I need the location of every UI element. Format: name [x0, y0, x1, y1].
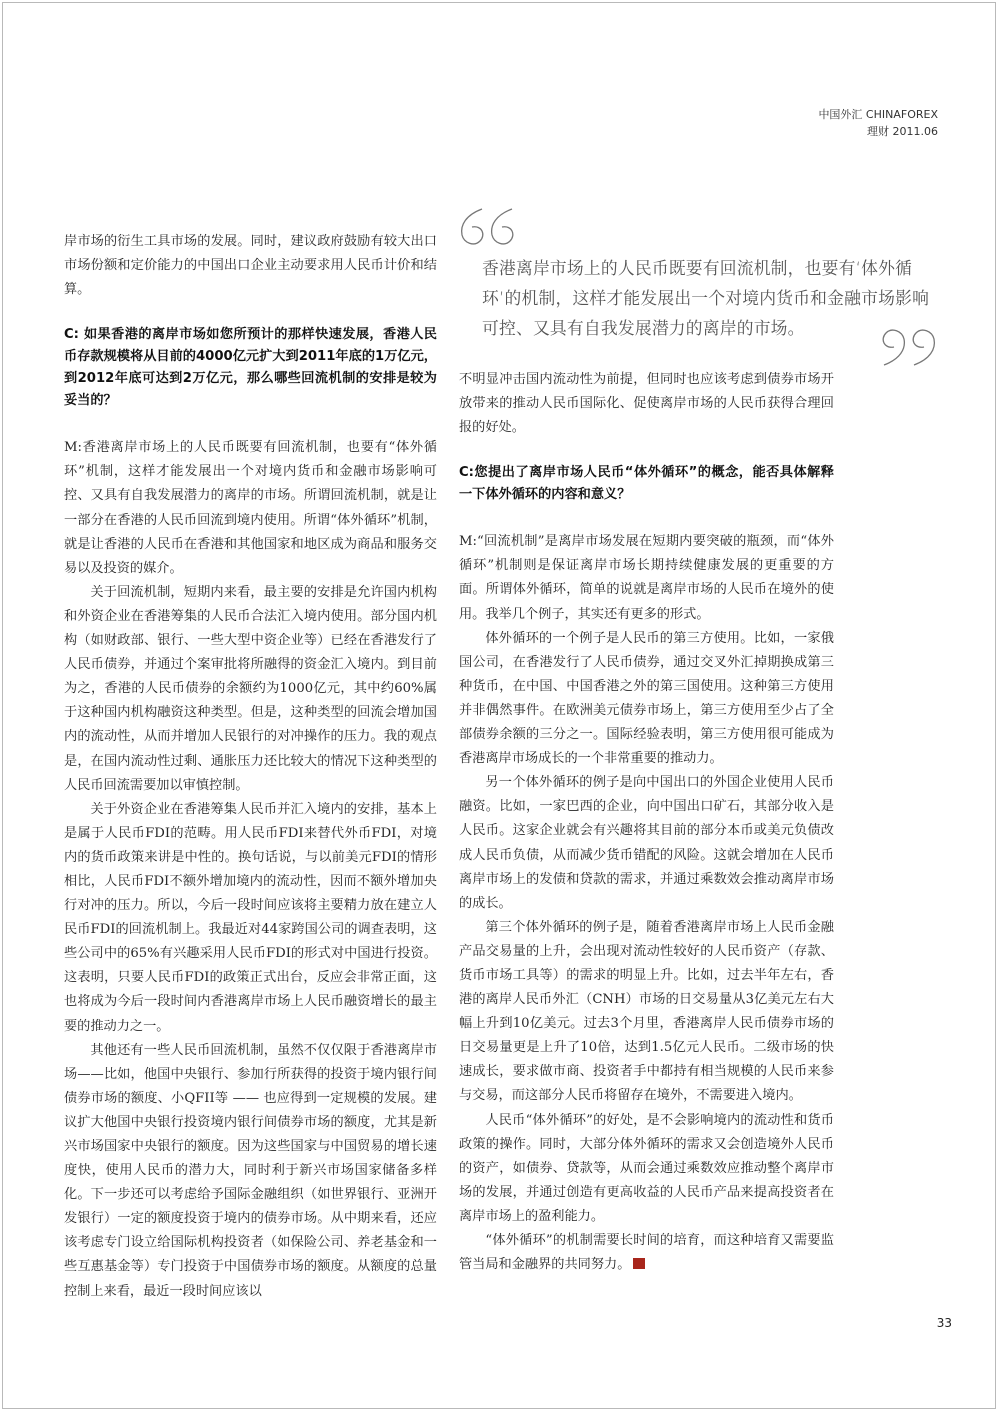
- closing-paragraph: [459, 1229, 834, 1277]
- closing-text: “体外循环”的机制需要长时间的培育，而这种培育又需要监管当局和金融界的共同努力。: [459, 1233, 834, 1273]
- body-paragraph: 人民币“体外循环”的好处，是不会影响境内的流动性和货币政策的操作。同时，大部分体外循环的需求又会创造境外人民币的资产，如债券、贷款等，从而会通过乘数效应推动整个离岸市场的发展，并通过创造有更高收益的人民币产品来提高投资者在离岸市场上的盈利能力。: [459, 1112, 834, 1224]
- interview-answer: M:“回流机制”是离岸市场发展在短期内要突破的瓶颈，而“体外循环”机制则是保证离岸市场长期持续健康发展的更重要的方面。所谓体外循环，简单的说就是离岸市场的人民币在境外的使用。我举几个例子，其实还有更多的形式。: [459, 534, 834, 622]
- page-number: 33: [936, 1316, 952, 1330]
- body-paragraph: 另一个体外循环的例子是向中国出口的外国企业使用人民币融资。比如，一家巴西的企业，向中国出口矿石，其部分收入是人民币。这家企业就会有兴趣将其目前的部分本币或美元负债改成人民币负债，从而减少货币错配的风险。这就会增加在人民币离岸市场上的发债和贷款的需求，并通过乘数效会推动离岸市场的成长。: [459, 775, 834, 911]
- body-paragraph: 关于回流机制，短期内来看，最主要的安排是允许国内机构和外资企业在香港筹集的人民币合法汇入境内使用。部分国内机构（如财政部、银行、一些大型中资企业等）已经在香港发行了人民币债券，并通过个案审批将所融得的资金汇入境内。到目前为之，香港的人民币债券的余额约为1000亿元，其中约60%属于这种国内机构融资这种类型。但是，这种类型的回流会增加国内的流动性，从而并增加人民银行的对冲操作的压力。我的观点是，在国内流动性过剩、通胀压力还比较大的情况下这种类型的人民币回流需要加以审慎控制。: [64, 584, 437, 793]
- interview-question: C: 如果香港的离岸市场如您所预计的那样快速发展，香港人民币存款规模将从目前的4000亿元扩大到2011年底的1万亿元，到2012年底可达到2万亿元，那么哪些回流机制的安排是较为妥当的？: [64, 327, 437, 409]
- body-paragraph: 其他还有一些人民币回流机制，虽然不仅仅限于香港离岸市场——比如，他国中央银行、参加行所获得的投资于境内银行间债券市场的额度、小QFII等 —— 也应得到一定规模的发展。建议扩大他国中央银行投资境内银行间债券市场的额度，尤其是新兴市场国家中央银行的额度。因为这些国家与中国贸易的增长速度快，使用人民币的潜力大，同时利于新兴市场国家储备多样化。下一步还可以考虑给予国际金融组织（如世界银行、亚洲开发银行）一定的额度投资于境内的债券市场。从中期来看，还应该考虑专门设立给国际机构投资者（如保险公司、养老基金和一些互惠基金等）专门投资于中国债券市场的额度。从额度的总量控制上来看，最近一段时间应该以: [64, 1042, 437, 1299]
- close-quote-icon: [876, 325, 940, 369]
- interview-question: C:您提出了离岸市场人民币“体外循环”的概念，能否具体解释一下体外循环的内容和意义？: [459, 465, 834, 503]
- interview-answer: M:香港离岸市场上的人民币既要有回流机制，也要有“体外循环”机制，这样才能发展出一个对境内货币和金融市场影响可控、又具有自我发展潜力的离岸的市场。所谓回流机制，就是让一部分在香港的人民币回流到境内使用。所谓“体外循环”机制，就是让香港的人民币在香港和其他国家和地区成为商品和服务交易以及投资的媒介。: [64, 440, 437, 576]
- right-column: [459, 368, 834, 1277]
- body-paragraph: 第三个体外循环的例子是，随着香港离岸市场上人民币金融产品交易量的上升，会出现对流动性较好的人民币资产（存款、货币市场工具等）的需求的明显上升。比如，过去半年左右，香港的离岸人民币外汇（CNH）市场的日交易量从3亿美元左右大幅上升到10亿美元。过去3个月里，香港离岸人民币债券市场的日交易量更是上升了10倍，达到1.5亿元人民币。二级市场的快速成长，要求做市商、投资者手中都持有相当规模的人民币来参与交易，而这部分人民币将留存在境外，不需要进入境内。: [459, 919, 834, 1104]
- open-quote-icon: [456, 205, 520, 249]
- left-column: [64, 230, 437, 1304]
- header-magazine: 中国外汇 CHINAFOREX: [818, 108, 938, 121]
- body-paragraph: 岸市场的衍生工具市场的发展。同时，建议政府鼓励有较大出口市场份额和定价能力的中国出口企业主动要求用人民币计价和结算。: [64, 234, 437, 298]
- running-header: [818, 106, 938, 140]
- end-of-article-icon: [633, 1258, 645, 1269]
- header-section-date: 理财 2011.06: [867, 125, 938, 138]
- pull-quote-text: 香港离岸市场上的人民币既要有回流机制，也要有‘体外循环’的机制，这样才能发展出一个对境内货币和金融市场影响可控、又具有自我发展潜力的离岸的市场。: [482, 258, 930, 338]
- body-paragraph: 体外循环的一个例子是人民币的第三方使用。比如，一家俄国公司，在香港发行了人民币债券，通过交叉外汇掉期换成第三种货币，在中国、中国香港之外的第三国使用。这种第三方使用并非偶然事件。在欧洲美元债券市场上，第三方使用至少占了全部债券余额的三分之一。国际经验表明，第三方使用很可能成为香港离岸市场成长的一个非常重要的推动力。: [459, 630, 834, 767]
- body-paragraph: 关于外资企业在香港筹集人民币并汇入境内的安排，基本上是属于人民币FDI的范畴。用人民币FDI来替代外币FDI，对境内的货币政策来讲是中性的。换句话说，与以前美元FDI的情形相比，人民币FDI不额外增加境内的流动性，因而不额外增加央行对冲的压力。所以，今后一段时间应该将主要精力放在建立人民币FDI的回流机制上。我最近对44家跨国公司的调查表明，这些公司中的65%有兴趣采用人民币FDI的形式对中国进行投资。这表明，只要人民币FDI的政策正式出台，反应会非常正面，这也将成为今后一段时间内香港离岸市场上人民币融资增长的最主要的推动力之一。: [64, 801, 437, 1034]
- pull-quote: [456, 205, 946, 365]
- body-paragraph: 不明显冲击国内流动性为前提，但同时也应该考虑到债券市场开放带来的推动人民币国际化、促使离岸市场的人民币获得合理回报的好处。: [459, 372, 834, 436]
